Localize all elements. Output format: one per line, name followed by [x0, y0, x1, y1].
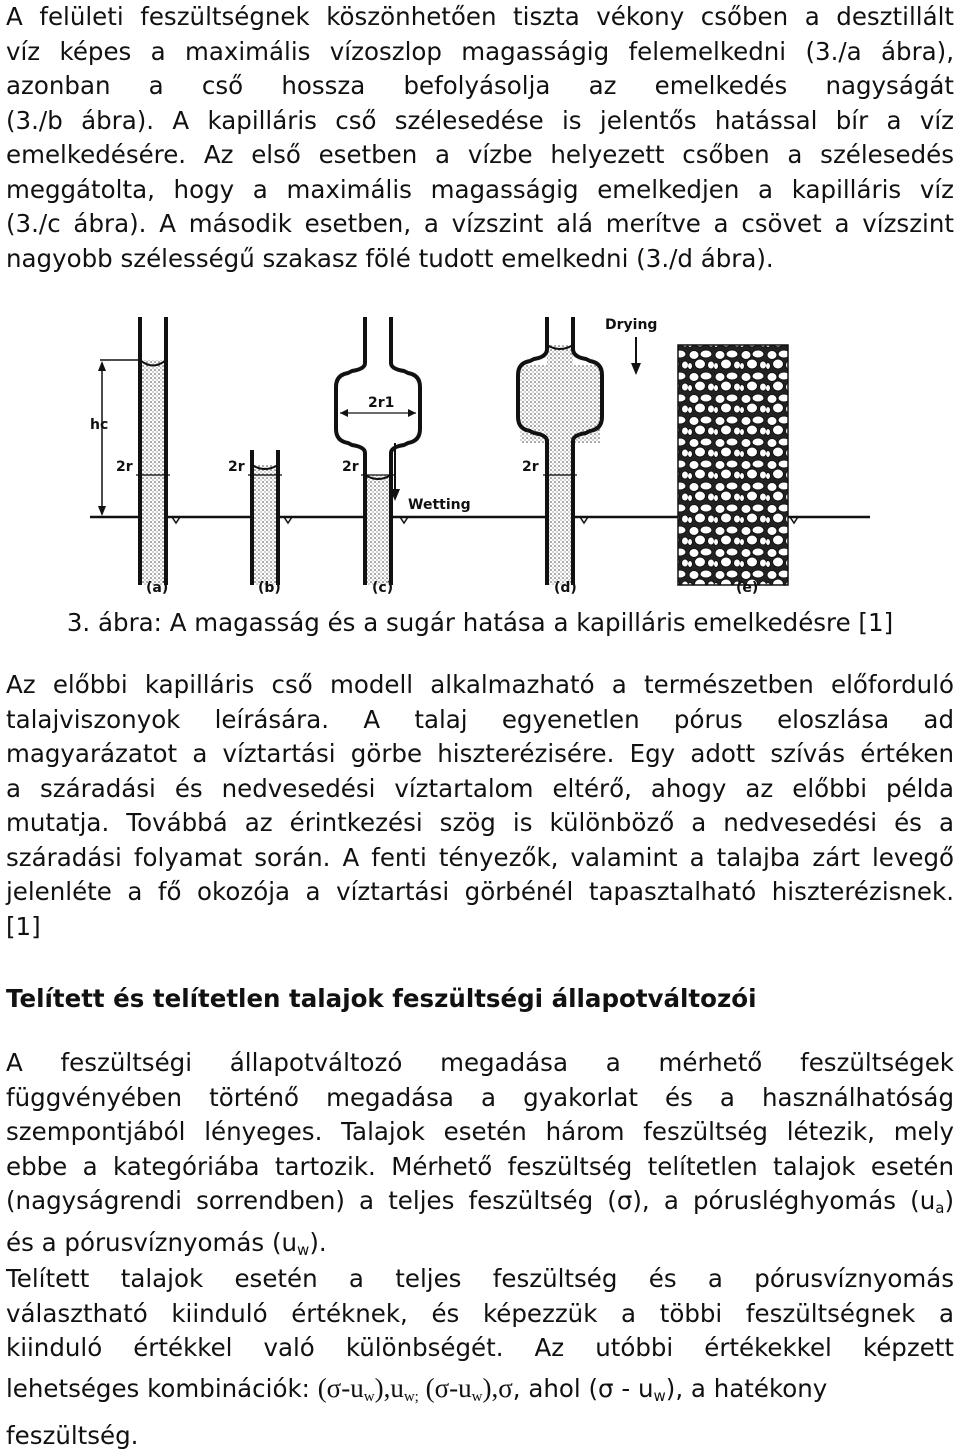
subscript: w: [364, 1389, 375, 1405]
radius-label: 2r: [342, 459, 359, 475]
formula-part: ),σ: [482, 1373, 512, 1403]
hc-label: hc: [90, 417, 108, 433]
soil-sample-e: [678, 345, 798, 596]
text-line: (3./b ábra). A kapilláris cső szélesedése is jelentős hatással bír a víz: [6, 104, 954, 139]
panel-a-label: (a): [146, 580, 168, 596]
panel-d-label: (d): [554, 580, 577, 596]
tube-a: [90, 317, 180, 596]
capillary-tubes-figure: [90, 305, 870, 605]
text-line: kiinduló értékkel való különbségét. Az utóbbi értékekkel képzett: [6, 1331, 954, 1366]
formula-part: (σ-u: [426, 1373, 472, 1403]
text-line: ebbe a kategóriába tartozik. Mérhető feszültség telítetlen talajok esetén: [6, 1150, 954, 1185]
text-line: függvényében történő megadása a gyakorlat és a használhatóság: [6, 1081, 954, 1116]
panel-c-label: (c): [372, 580, 393, 596]
text-segment: ), a hatékony: [666, 1374, 828, 1403]
text-line: [6, 1184, 954, 1226]
text-line: talajviszonyok leírására. A talaj egyenetlen pórus eloszlása ad: [6, 703, 954, 738]
text-line: választható kiinduló értéknek, és képezzük a többi feszültségnek a: [6, 1297, 954, 1332]
paragraph-state-variables: [6, 1046, 954, 1267]
panel-e-label: (e): [736, 580, 758, 596]
text-line: Az előbbi kapilláris cső modell alkalmazható a természetben előforduló: [6, 668, 954, 703]
text-segment: ).: [309, 1228, 326, 1257]
subscript: w: [404, 1389, 415, 1405]
text-segment: , ahol (σ - u: [513, 1374, 654, 1403]
tube-b: [228, 450, 292, 596]
formula-line: [6, 1366, 954, 1419]
text-line: szempontjából lényeges. Talajok esetén három feszültség létezik, mely: [6, 1115, 954, 1150]
formula-part: (σ-u: [318, 1373, 364, 1403]
paragraph-hysteresis: [6, 668, 954, 944]
text-segment: lehetséges kombinációk:: [6, 1374, 310, 1403]
radius-label: 2r: [228, 459, 245, 475]
section-heading: Telített és telítetlen talajok feszültségi állapotváltozói: [6, 982, 756, 1016]
text-line: meggátolta, hogy a maximális magasságig emelkedjen a kapilláris víz: [6, 173, 954, 208]
subscript: a: [935, 1199, 944, 1217]
wetting-label: Wetting: [408, 497, 471, 513]
text-line: azonban a cső hossza befolyásolja az emelkedés nagyságát: [6, 69, 954, 104]
text-line: magyarázatot a víztartási görbe hiszterézisére. Egy adott szívás értéken: [6, 737, 954, 772]
figure-caption: 3. ábra: A magasság és a sugár hatása a kapilláris emelkedésre [1]: [0, 606, 960, 640]
subscript: w: [297, 1241, 309, 1259]
text-line: mutatja. Továbbá az érintkezési szög is különböző a nedvesedési és a: [6, 806, 954, 841]
text-line: [1]: [6, 910, 954, 945]
radius-r1-label: 2r1: [368, 395, 394, 411]
text-line: víz képes a maximális vízoszlop magasságig felemelkedni (3./a ábra),: [6, 35, 954, 70]
text-line: A feszültségi állapotváltozó megadása a mérhető feszültségek: [6, 1046, 954, 1081]
text-line: nagyobb szélességű szakasz fölé tudott emelkedni (3./d ábra).: [6, 242, 954, 277]
text-line: A felületi feszültségnek köszönhetően tiszta vékony csőben a desztillált: [6, 0, 954, 35]
formula-part: ),u: [375, 1373, 404, 1403]
tube-d: [518, 317, 602, 596]
subscript: w: [472, 1389, 483, 1405]
text-line: száradási folyamat során. A fenti tényezők, valamint a talajba zárt levegő: [6, 841, 954, 876]
text-line: emelkedésére. Az első esetben a vízbe helyezett csőben a szélesedés: [6, 138, 954, 173]
text-line: Telített talajok esetén a teljes feszültség és a pórusvíznyomás: [6, 1262, 954, 1297]
panel-b-label: (b): [258, 580, 281, 596]
paragraph-saturated-soils: [6, 1262, 954, 1453]
text-line: (3./c ábra). A második esetben, a vízszint alá merítve a csövet a vízszint: [6, 207, 954, 242]
formula: [318, 1373, 513, 1403]
subscript: w: [654, 1387, 666, 1405]
text-segment: ): [944, 1186, 954, 1215]
paragraph-capillary-rise: [6, 0, 954, 276]
text-line: [6, 1226, 954, 1268]
radius-label: 2r: [522, 459, 539, 475]
text-segment: (nagyságrendi sorrendben) a teljes feszültség (σ), a pórusléghyomás (u: [6, 1186, 935, 1215]
text-line: a száradási és nedvesedési víztartalom eltérő, ahogy az előbbi példa: [6, 772, 954, 807]
formula-separator: ;: [415, 1389, 419, 1405]
text-line: feszültség.: [6, 1419, 954, 1453]
text-line: jelenléte a fő okozója a víztartási görbénél tapasztalható hiszterézisnek.: [6, 875, 954, 910]
tube-c: [336, 317, 471, 596]
text-segment: és a pórusvíznyomás (u: [6, 1228, 297, 1257]
drying-label: Drying: [605, 317, 657, 333]
drying-arrow: [605, 317, 657, 375]
radius-label: 2r: [116, 459, 133, 475]
